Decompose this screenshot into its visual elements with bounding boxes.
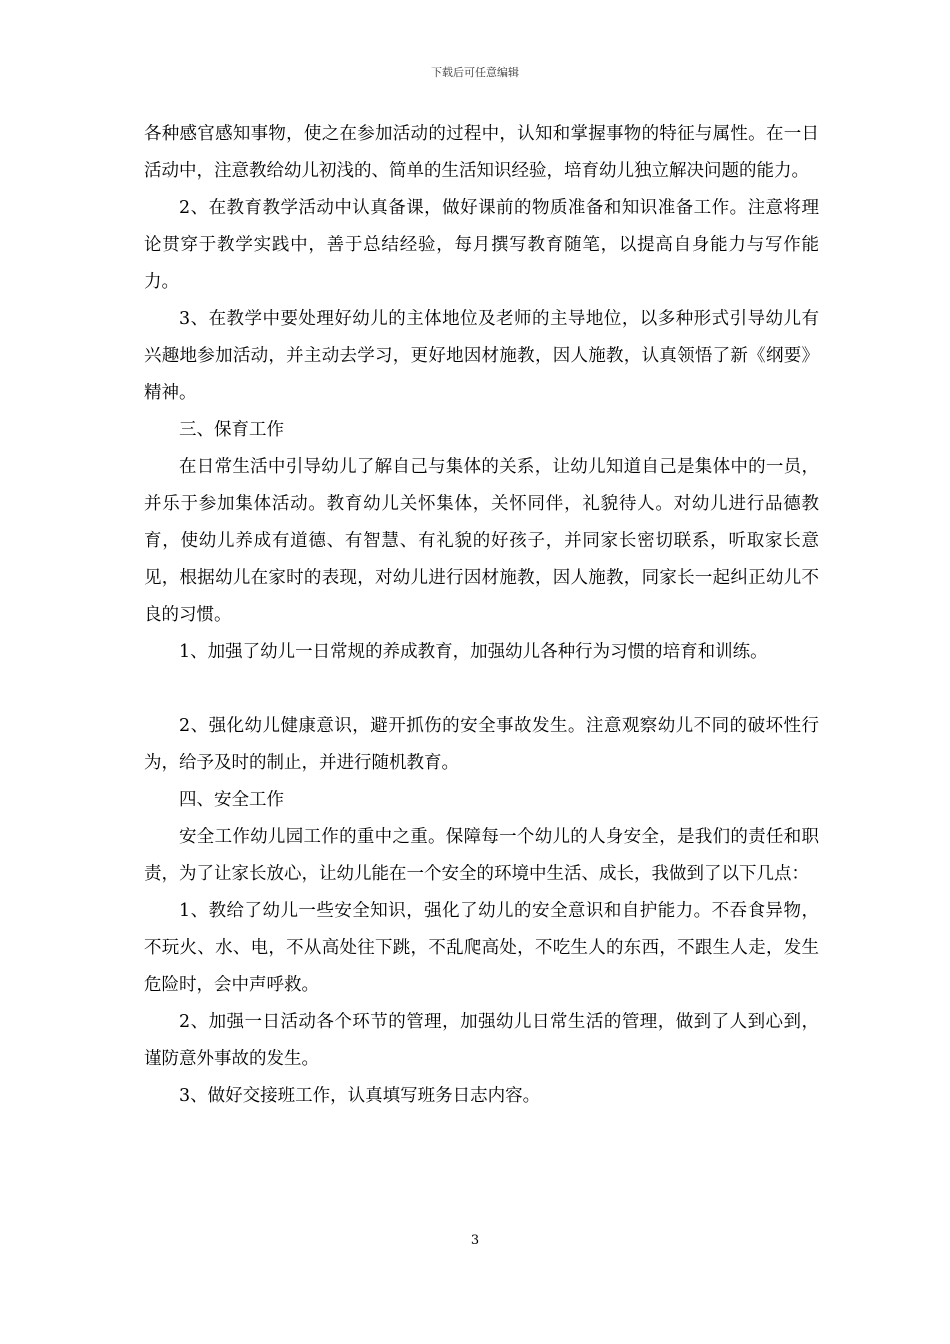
document-body xyxy=(144,116,819,1115)
page-number: 3 xyxy=(470,1233,480,1248)
paragraph-safety-intro: 安全工作幼儿园工作的重中之重。保障每一个幼儿的人身安全，是我们的责任和职责，为了让家长放心，让幼儿能在一个安全的环境中生活、成长，我做到了以下几点： xyxy=(144,827,819,884)
paragraph-safety-1: 1、教给了幼儿一些安全知识，强化了幼儿的安全意识和自护能力。不吞食异物，不玩火、水、电，不从高处往下跳，不乱爬高处，不吃生人的东西，不跟生人走，发生危险时，会中声呼救。 xyxy=(144,901,819,995)
paragraph-safety-2: 2、加强一日活动各个环节的管理，加强幼儿日常生活的管理，做到了人到心到，谨防意外事故的发生。 xyxy=(144,1012,819,1069)
section-heading-care-work: 三、保育工作 xyxy=(179,420,284,440)
paragraph-care-2: 2、强化幼儿健康意识，避开抓伤的安全事故发生。注意观察幼儿不同的破坏性行为，给予及时的制止，并进行随机教育。 xyxy=(144,716,819,773)
paragraph-teaching-3: 3、在教学中要处理好幼儿的主体地位及老师的主导地位，以多种形式引导幼儿有兴趣地参加活动，并主动去学习，更好地因材施教，因人施教，认真领悟了新《纲要》精神。 xyxy=(144,309,819,403)
blank-line xyxy=(144,671,819,708)
paragraph-safety-3: 3、做好交接班工作，认真填写班务日志内容。 xyxy=(179,1086,541,1106)
page-header: 下载后可任意编辑 xyxy=(431,66,519,79)
paragraph-care-intro: 在日常生活中引导幼儿了解自己与集体的关系，让幼儿知道自己是集体中的一员，并乐于参加集体活动。教育幼儿关怀集体，关怀同伴，礼貌待人。对幼儿进行品德教育，使幼儿养成有道德、有智慧、有礼貌的好孩子，并同家长密切联系，听取家长意见，根据幼儿在家时的表现，对幼儿进行因材施教，因人施教，同家长一起纠正幼儿不良的习惯。 xyxy=(144,457,819,625)
section-heading-safety-work: 四、安全工作 xyxy=(179,790,284,810)
paragraph-continuation: 各种感官感知事物，使之在参加活动的过程中，认知和掌握事物的特征与属性。在一日活动中，注意教给幼儿初浅的、简单的生活知识经验，培育幼儿独立解决问题的能力。 xyxy=(144,124,819,181)
paragraph-teaching-2: 2、在教育教学活动中认真备课，做好课前的物质准备和知识准备工作。注意将理论贯穿于教学实践中，善于总结经验，每月撰写教育随笔，以提高自身能力与写作能力。 xyxy=(144,198,819,292)
paragraph-care-1: 1、加强了幼儿一日常规的养成教育，加强幼儿各种行为习惯的培育和训练。 xyxy=(179,642,768,662)
